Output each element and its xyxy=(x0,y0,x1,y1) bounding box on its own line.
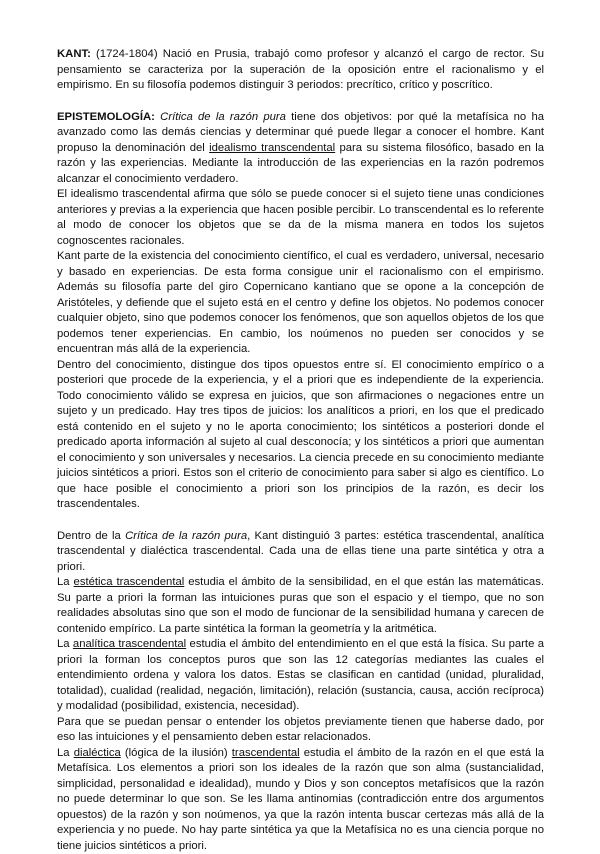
estetica-lead: La xyxy=(57,576,74,588)
intro-text: (1724-1804) Nació en Prusia, trabajó como profesor y alcanzó el cargo de rector. Su pensamiento se caracteriza por la superación de la oposición entre el racionalismo y el empirismo. En su filosofía podemos distinguir 3 periodos: precrítico, crítico y poscrítico. xyxy=(57,48,544,91)
dialectica-term2: trascendental xyxy=(232,747,300,759)
idealismo-paragraph: El idealismo trascendental afirma que sólo se puede conocer si el sujeto tiene unas condiciones anteriores y previas a la experiencia que hacen posible percibir. Lo transcendental es lo referente al modo de conocer los objetos que se da de la misma manera en todos los sujetos cognoscentes racionales. xyxy=(57,187,544,249)
partes-work-title: Crítica de la razón pura xyxy=(125,530,247,542)
spacer xyxy=(57,513,544,529)
estetica-text: estudia el ámbito de la sensibilidad, en el que están las matemáticas. Su parte a priori la forman las intuiciones puras que son el espacio y el tiempo, que no son realidades absolutas sino que son el modo de funcionar de la sensibilidad humana y carecen de contenido empírico. La parte sintética la forman la geometría y la aritmética. xyxy=(57,576,544,635)
conocimiento-cientifico-paragraph: Kant parte de la existencia del conocimiento científico, el cual es verdadero, universal, necesario y basado en experiencias. De esta forma consigue unir el racionalismo con el empirismo. Además su filosofía parte del giro Copernicano kantiano que se opone a la concepción de Aristóteles, y defiende que el sujeto está en el centro y define los objetos. No podemos conocer cualquier objeto, sino que podemos conocer los fenómenos, que son aquellos objetos de los que podemos tener experiencias. En cambio, los noúmenos no pueden ser conocidos y se encuentran más allá de la experiencia. xyxy=(57,249,544,358)
partes-text-b: , Kant distinguió 3 partes: estética trascendental, analítica trascendental y dialéctica trascendental. Cada una de ellas tiene una parte sintética y otra a priori. xyxy=(57,530,544,573)
epistemologia-paragraph xyxy=(57,110,544,188)
partes-paragraph xyxy=(57,529,544,576)
analitica-paragraph xyxy=(57,637,544,715)
intro-paragraph xyxy=(57,47,544,94)
epistemologia-label: EPISTEMOLOGÍA: xyxy=(57,111,155,123)
partes-text-a: Dentro de la xyxy=(57,530,125,542)
kant-label: KANT: xyxy=(57,48,91,60)
analitica-term: analítica trascendental xyxy=(73,638,186,650)
epistemologia-text-a: tiene dos objetivos: por qué la metafísica no ha avanzado como las demás ciencias y determinar qué puede llegar a conocer el hombre. Kant propuso la denominación del xyxy=(57,111,544,154)
estetica-paragraph xyxy=(57,575,544,637)
idealismo-term: idealismo transcendental xyxy=(209,142,335,154)
spacer xyxy=(57,94,544,110)
dialectica-text: estudia el ámbito de la razón en el que está la Metafísica. Los elementos a priori son los ideales de la razón que son alma (sustancialidad, simplicidad, personalidad e idealidad), mundo y Dios y son conceptos metafísicos que la razón no puede determinar lo que son. Se les llama antinomias (contradicción entre dos argumentos opuestos) de la razón y son noúmenos, ya que la razón intenta buscar certezas más allá de la experiencia y no puede. No hay parte sintética ya que la Metafísica no es una ciencia porque no tiene juicios sintéticos a priori. xyxy=(57,747,544,852)
estetica-term: estética trascendental xyxy=(74,576,185,588)
document-page xyxy=(57,47,544,854)
epistemologia-text-b: para su sistema filosófico, basado en la razón y las experiencias. Mediante la introducción de las experiencias en la razón podremos alcanzar el conocimiento verdadero. xyxy=(57,142,544,185)
dialectica-term: dialéctica xyxy=(74,747,121,759)
dialectica-mid: (lógica de la ilusión) xyxy=(121,747,232,759)
juicios-paragraph: Dentro del conocimiento, distingue dos tipos opuestos entre sí. El conocimiento empírico o a posteriori que procede de la experiencia, y el a priori que es independiente de la experiencia. Todo conocimiento válido se expresa en juicios, que son afirmaciones o negaciones entre un sujeto y un predicado. Hay tres tipos de juicios: los analíticos a priori, en los que el predicado está contenido en el sujeto y no le aporta conocimiento; los sintéticos a posteriori donde el predicado aporta información al sujeto al cual desconocía; y los sintéticos a priori que aumentan el conocimiento y son universales y necesarios. La ciencia precede en su conocimiento mediante juicios sintéticos a priori. Estos son el criterio de conocimiento para saber si algo es científico. Lo que hace posible el conocimiento a priori son los principios de la razón, es decir los trascendentales. xyxy=(57,358,544,513)
dialectica-lead: La xyxy=(57,747,74,759)
analitica-text: estudia el ámbito del entendimiento en el que está la física. Su parte a priori la forman los conceptos puros que son las 12 categorías mediantes las cuales el entendimiento ordena y valora los datos. Estas se clasifican en cantidad (unidad, pluralidad, totalidad), cualidad (realidad, negación, limitación), relación (sustancia, causa, acción recíproca) y modalidad (posibilidad, existencia, necesidad). xyxy=(57,638,544,712)
dialectica-paragraph xyxy=(57,746,544,854)
objetos-paragraph: Para que se puedan pensar o entender los objetos previamente tienen que haberse dado, por eso las intuiciones y el pensamiento deben estar relacionados. xyxy=(57,715,544,746)
analitica-lead: La xyxy=(57,638,73,650)
work-title: Crítica de la razón pura xyxy=(160,111,286,123)
